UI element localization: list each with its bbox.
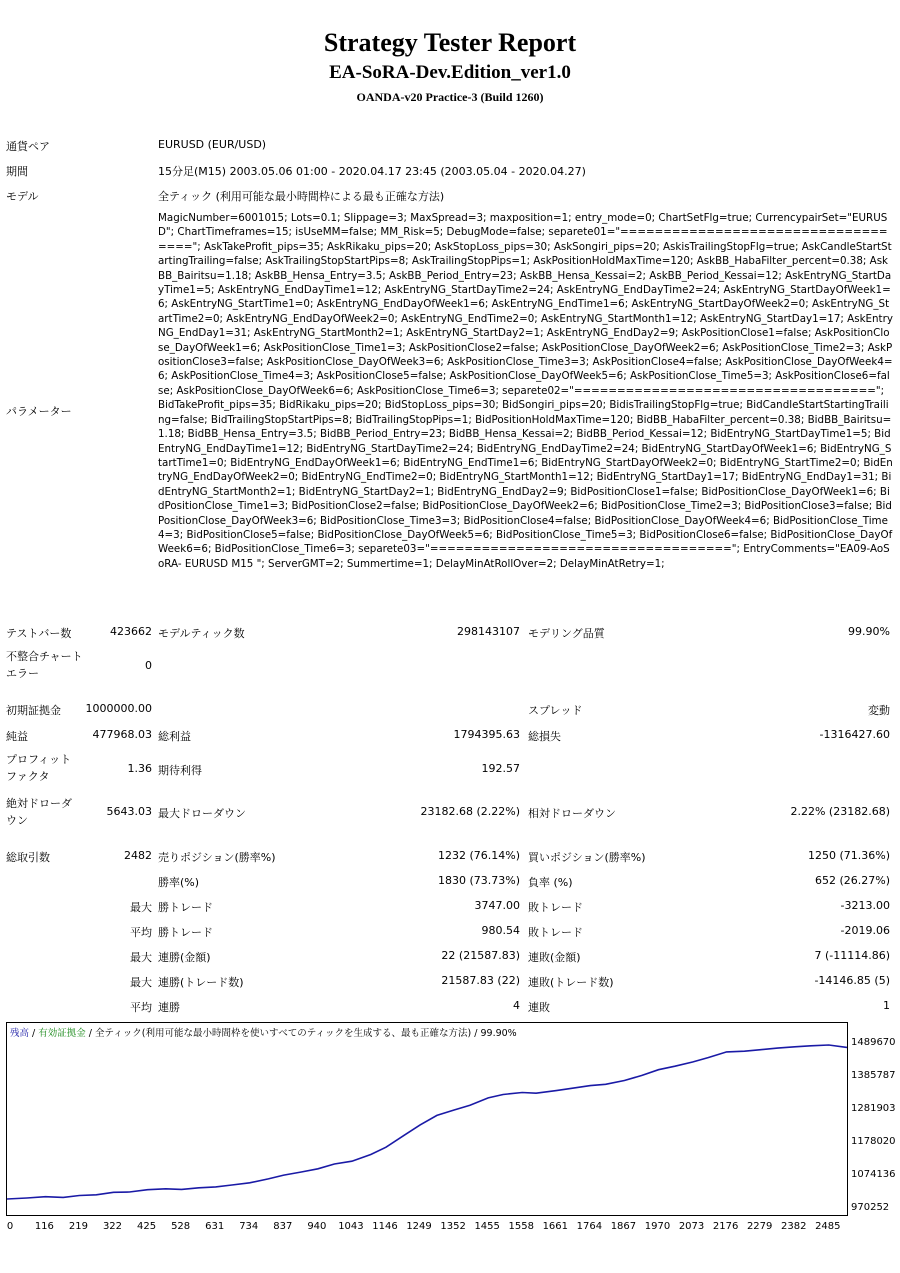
x-tick-label: 2176: [712, 1221, 739, 1232]
consec-profit-label: 連勝(トレード数): [158, 976, 244, 989]
legend-balance: 残高: [10, 1028, 30, 1039]
reldd-label: 相対ドローダウン: [528, 807, 616, 820]
balance-chart: [6, 1022, 848, 1216]
x-tick-label: 1249: [406, 1221, 432, 1232]
params-label: パラメーター: [6, 405, 72, 418]
short-label: 売りポジション(勝率%): [158, 851, 276, 864]
chart-legend: [10, 1025, 517, 1039]
netprofit-label: 純益: [6, 730, 28, 743]
y-tick-label: 1489670: [851, 1037, 896, 1048]
x-tick-label: 631: [205, 1221, 225, 1232]
server-name: OANDA-v20 Practice-3 (Build 1260): [356, 90, 544, 104]
grossloss-label: 総損失: [528, 730, 561, 743]
x-tick-label: 1146: [372, 1221, 398, 1232]
avg-label-2: 平均: [130, 1001, 152, 1014]
y-tick-label: 1178020: [851, 1135, 896, 1147]
consec-losses-value: 7 (-11114.86): [814, 949, 890, 962]
x-tick-label: 2485: [815, 1221, 841, 1232]
x-tick-label: 1043: [338, 1221, 364, 1232]
absdd-value: 5643.03: [106, 805, 152, 818]
avg-win-value: 980.54: [481, 924, 520, 937]
long-value: 1250 (71.36%): [807, 849, 890, 862]
absdd-label: 絶対ドローダ ウン: [6, 797, 72, 827]
x-tick-label: 1455: [474, 1221, 500, 1232]
quality-value: 99.90%: [848, 625, 890, 638]
x-tick-label: 837: [273, 1221, 293, 1232]
x-tick-label: 1352: [440, 1221, 466, 1232]
model-value: 全ティック (利用可能な最小時間枠による最も正確な方法): [158, 190, 445, 203]
legend-sep-2: /: [85, 1028, 96, 1039]
pair-label: 通貨ペア: [6, 140, 50, 153]
ea-name: EA-SoRA-Dev.Edition_ver1.0: [329, 62, 571, 83]
maxdd-value: 23182.68 (2.22%): [420, 805, 520, 818]
x-tick-label: 1764: [576, 1221, 603, 1232]
mismatch-label: 不整合チャート エラー: [6, 650, 83, 680]
netprofit-value: 477968.03: [92, 728, 152, 741]
params-value: MagicNumber=6001015; Lots=0.1; Slippage=3; MaxSpread=3; maxposition=1; entry_mode=0; ChartSetFlg=true; CurrencypairSet="EURUSD"; ChartTimeframes=15; isUseMM=false; MM_Risk=5; DebugMode=false; separete01="==================================="; AskTakeProfit_pips=35; AskRikaku_pips=20; AskStopLoss_pips=30; AskSongiri_pips=20; AskisTrailingStopFlg=true; AskCandleStartStartingTrailing=false; AskTrailingStopStartPips=8; AskTrailingStopPips=1; AskPositionHoldMaxTime=120; AskBB_HabaFilter_percent=0.38; AskBB_Bairitsu=1.18; AskBB_Hensa_Entry=3.5; AskBB_Period_Entry=23; AskBB_Hensa_Kessai=2; AskBB_Period_Kessai=12; AskEntryNG_StartDayTime1=5; AskEntryNG_EndDayTime1=12; AskEntryNG_StartDayTime2=24; AskEntryNG_EndDayTime2=24; AskEntryNG_StartDayOfWeek1=6; AskEntryNG_StartTime1=0; AskEntryNG_EndDayOfWeek1=6; AskEntryNG_EndTime1=6; AskEntryNG_StartDayOfWeek2=0; AskEntryNG_StartTime2=0; AskEntryNG_EndDayOfWeek2=0; AskEntryNG_EndTime2=0; AskEntryNG_StartMonth1=12; AskEntryNG_StartDay1=17; AskEntryNG_EndDay1=31; AskEntryNG_StartMonth2=1; AskEntryNG_StartDay2=1; AskEntryNG_EndDay2=9; AskPositionClose1=false; AskPositionClose_DayOfWeek1=6; AskPositionClose_Time1=3; AskPositionClose2=false; AskPositionClose_DayOfWeek2=6; AskPositionClose_Time2=3; AskPositionClose3=false; AskPositionClose_DayOfWeek3=6; AskPositionClose_Time3=3; AskPositionClose4=false; AskPositionClose_DayOfWeek4=6; AskPositionClose_Time4=3; AskPositionClose5=false; AskPositionClose_DayOfWeek5=6; AskPositionClose_Time5=3; AskPositionClose6=false; AskPositionClose_DayOfWeek6=6; AskPositionClose_Time6=3; separete02="==================================="; BidTakeProfit_pips=35; BidRikaku_pips=20; BidStopLoss_pips=30; BidSongiri_pips=20; BidisTrailingStopFlg=true; BidCandleStartStartingTrailing=false; BidTrailingStopStartPips=8; BidTrailingStopPips=1; BidPositionHoldMaxTime=120; BidBB_HabaFilter_percent=0.38; BidBB_Bairitsu=1.18; BidBB_Hensa_Entry=3.5; BidBB_Period_Entry=23; BidBB_Hensa_Kessai=2; BidBB_Period_Kessai=12; BidEntryNG_StartDayTime1=5; BidEntryNG_EndDayTime1=12; BidEntryNG_StartDayTime2=24; BidEntryNG_EndDayTime2=24; BidEntryNG_StartDayOfWeek1=6; BidEntryNG_StartTime1=0; BidEntryNG_EndDayOfWeek1=6; BidEntryNG_EndTime1=6; BidEntryNG_StartDayOfWeek2=0; BidEntryNG_StartTime2=0; BidEntryNG_EndDayOfWeek2=0; BidEntryNG_EndTime2=0; BidEntryNG_StartMonth1=12; BidEntryNG_StartDay1=17; BidEntryNG_EndDay1=31; BidEntryNG_StartMonth2=1; BidEntryNG_StartDay2=1; BidEntryNG_EndDay2=9; BidPositionClose1=false; BidPositionClose_DayOfWeek1=6; BidPositionClose_Time1=3; BidPositionClose2=false; BidPositionClose_DayOfWeek2=6; BidPositionClose_Time2=3; BidPositionClose3=false; BidPositionClose_DayOfWeek3=6; BidPositionClose_Time3=3; BidPositionClose4=false; BidPositionClose_DayOfWeek4=6; BidPositionClose_Time4=3; BidPositionClose5=false; BidPositionClose_DayOfWeek5=6; BidPositionClose_Time5=3; BidPositionClose6=false; BidPositionClose_DayOfWeek6=6; BidPositionClose_Time6=3; separete03="==================================="; EntryComments="EA09-AoSoRA- EURUSD M15 "; ServerGMT=2; Summertime=1; DelayMinAtRollOver=2; DelayMinAtRetry=1;: [158, 212, 893, 570]
grossprofit-label: 総利益: [158, 730, 191, 743]
consec-losses-label: 連敗(金額): [528, 951, 581, 964]
consec-wins-label: 連勝(金額): [158, 951, 211, 964]
avg-loss-label: 敗トレード: [528, 926, 583, 939]
largest-loss-label: 敗トレード: [528, 901, 583, 914]
x-tick-label: 1970: [644, 1221, 671, 1232]
max-label-3: 最大: [130, 976, 152, 989]
trades-label: 総取引数: [6, 851, 50, 864]
max-label-1: 最大: [130, 901, 152, 914]
grossloss-value: -1316427.60: [819, 728, 890, 741]
x-tick-label: 0: [6, 1221, 14, 1232]
x-tick-label: 734: [239, 1221, 259, 1232]
pf-label: プロフィット ファクタ: [6, 753, 72, 783]
avg-label-1: 平均: [130, 926, 152, 939]
bars-label: テストバー数: [6, 627, 72, 640]
avg-consec-losses-value: 1: [883, 999, 890, 1012]
trades-value: 2482: [124, 849, 152, 862]
maxdd-label: 最大ドローダウン: [158, 807, 246, 820]
x-tick-label: 322: [102, 1221, 123, 1232]
bars-value: 423662: [110, 625, 152, 638]
x-tick-label: 219: [68, 1221, 88, 1232]
largest-win-label: 勝トレード: [158, 901, 213, 914]
legend-model: 全ティック(利用可能な最小時間枠を使いすべてのティックを生成する、最も正確な方法): [95, 1028, 472, 1039]
spread-value: 変動: [868, 704, 890, 717]
y-tick-label: 970252: [851, 1202, 890, 1213]
lossrate-value: 652 (26.27%): [814, 874, 890, 887]
x-tick-label: 1558: [508, 1221, 534, 1232]
quality-label: モデリング品質: [528, 627, 605, 640]
x-tick-label: 2279: [746, 1221, 773, 1232]
avg-win-label: 勝トレード: [158, 926, 213, 939]
expected-value: 192.57: [481, 762, 520, 775]
max-label-2: 最大: [130, 951, 152, 964]
lossrate-label: 負率 (%): [528, 876, 573, 889]
period-value: 15分足(M15) 2003.05.06 01:00 - 2020.04.17 23:45 (2003.05.04 - 2020.04.27): [158, 165, 586, 178]
deposit-label: 初期証拠金: [6, 704, 61, 717]
x-tick-label: 2382: [781, 1221, 807, 1232]
y-tick-label: 1281903: [851, 1102, 896, 1114]
winrate-label: 勝率(%): [158, 876, 200, 889]
consec-profit-value: 21587.83 (22): [441, 974, 520, 987]
x-tick-label: 2073: [678, 1221, 705, 1232]
consec-loss-value: -14146.85 (5): [814, 974, 890, 987]
legend-equity: 有効証拠金: [38, 1028, 86, 1039]
period-label: 期間: [6, 165, 28, 178]
y-tick-label: 1074136: [851, 1168, 896, 1180]
pf-value: 1.36: [127, 762, 152, 775]
x-tick-label: 425: [137, 1221, 157, 1232]
chart-canvas: [7, 1023, 847, 1215]
short-value: 1232 (76.14%): [437, 849, 520, 862]
grossprofit-value: 1794395.63: [453, 728, 520, 741]
winrate-value: 1830 (73.73%): [437, 874, 520, 887]
balance-line: [7, 1045, 847, 1199]
legend-sep-1: /: [29, 1028, 39, 1039]
x-tick-label: 1867: [610, 1221, 637, 1232]
x-tick-label: 940: [307, 1221, 327, 1232]
consec-loss-label: 連敗(トレード数): [528, 976, 614, 989]
legend-quality: / 99.90%: [471, 1028, 517, 1039]
expected-label: 期待利得: [158, 764, 202, 777]
report-title: Strategy Tester Report: [323, 28, 577, 57]
mismatch-value: 0: [145, 659, 152, 672]
ticks-label: モデルティック数: [158, 627, 245, 640]
avg-consec-wins-label: 連勝: [158, 1001, 180, 1014]
reldd-value: 2.22% (23182.68): [790, 805, 890, 818]
long-label: 買いポジション(勝率%): [528, 851, 646, 864]
largest-win-value: 3747.00: [474, 899, 520, 912]
consec-wins-value: 22 (21587.83): [441, 949, 520, 962]
model-label: モデル: [6, 190, 39, 203]
x-tick-label: 1661: [542, 1221, 569, 1232]
avg-loss-value: -2019.06: [840, 924, 890, 937]
largest-loss-value: -3213.00: [840, 899, 890, 912]
deposit-value: 1000000.00: [85, 702, 152, 715]
y-tick-label: 1385787: [851, 1069, 896, 1081]
pair-value: EURUSD (EUR/USD): [158, 138, 267, 151]
avg-consec-wins-value: 4: [513, 999, 520, 1012]
x-tick-label: 116: [34, 1221, 54, 1232]
avg-consec-losses-label: 連敗: [528, 1001, 550, 1014]
spread-label: スプレッド: [528, 704, 583, 717]
x-tick-label: 528: [171, 1221, 191, 1232]
ticks-value: 298143107: [457, 625, 520, 638]
